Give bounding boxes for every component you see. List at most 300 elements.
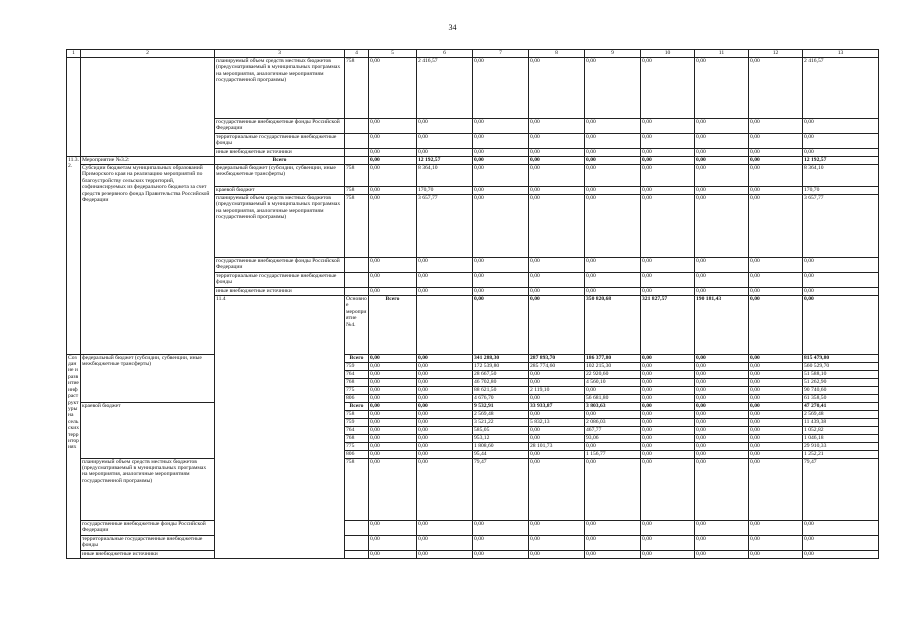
amount-cell: 0,00 xyxy=(473,258,529,273)
amount-cell: 0,00 xyxy=(369,187,417,195)
amount-cell: 0,00 xyxy=(749,410,803,418)
amount-cell: 0,00 xyxy=(473,520,529,535)
amount-cell: 0,00 xyxy=(695,362,749,370)
amount-cell: 350 820,68 xyxy=(585,296,641,355)
amount-cell: 0,00 xyxy=(803,258,879,273)
header-cell: 7 xyxy=(473,50,529,58)
table-row xyxy=(67,458,879,520)
amount-cell: 0,00 xyxy=(369,149,417,157)
amount-cell: 9 532,91 xyxy=(473,402,529,410)
amount-cell: 953,12 xyxy=(473,434,529,442)
amount-cell: 0,00 xyxy=(803,550,879,558)
amount-cell: 0,00 xyxy=(641,450,695,458)
amount-cell: 0,00 xyxy=(695,288,749,296)
amount-cell: 90 740,60 xyxy=(803,386,879,394)
amount-cell: 0,00 xyxy=(803,288,879,296)
amount-cell: 0,00 xyxy=(529,458,585,520)
amount-cell: 0,00 xyxy=(369,418,417,426)
amount-cell: 0,00 xyxy=(417,550,473,558)
source-cell: краевой бюджет xyxy=(81,402,215,458)
amount-cell: 170,70 xyxy=(417,187,473,195)
amount-cell: 0,00 xyxy=(473,187,529,195)
amount-cell: 0,00 xyxy=(641,520,695,535)
amount-cell: 79,47 xyxy=(473,458,529,520)
amount-cell: 0,00 xyxy=(749,550,803,558)
code-column-cell xyxy=(345,258,369,273)
amount-cell: 0,00 xyxy=(585,258,641,273)
amount-cell: 0,00 xyxy=(749,288,803,296)
amount-cell: 585,05 xyxy=(473,426,529,434)
source-cell: государственные внебюджетные фонды Российской Федерации xyxy=(215,119,345,134)
amount-cell: 0,00 xyxy=(585,410,641,418)
amount-cell: 0,00 xyxy=(695,187,749,195)
amount-cell: 56 681,80 xyxy=(585,394,641,402)
amount-cell: 0,00 xyxy=(529,296,585,355)
amount-cell: 8 364,10 xyxy=(417,165,473,187)
code-column-cell: 775 xyxy=(345,386,369,394)
amount-cell: 0,00 xyxy=(417,354,473,362)
amount-cell: 0,00 xyxy=(641,149,695,157)
amount-cell: 0,00 xyxy=(473,535,529,550)
amount-cell: 102 215,30 xyxy=(585,362,641,370)
amount-cell: 4 560,10 xyxy=(585,378,641,386)
amount-cell: 61 358,50 xyxy=(803,394,879,402)
amount-cell: 0,00 xyxy=(695,550,749,558)
amount-cell: 0,00 xyxy=(641,426,695,434)
amount-cell: 0,00 xyxy=(695,394,749,402)
amount-cell: 0,00 xyxy=(641,187,695,195)
amount-cell: 12 192,57 xyxy=(803,157,879,165)
amount-cell: 0,00 xyxy=(585,195,641,258)
amount-cell: 0,00 xyxy=(695,370,749,378)
amount-cell: 172 539,80 xyxy=(473,362,529,370)
amount-cell: 467,77 xyxy=(585,426,641,434)
amount-cell: 0,00 xyxy=(529,434,585,442)
code-column-cell xyxy=(345,520,369,535)
source-cell: иные внебюджетные источники xyxy=(81,550,215,558)
amount-cell: 0,00 xyxy=(641,402,695,410)
amount-cell: 0,00 xyxy=(529,426,585,434)
amount-cell: 79,47 xyxy=(803,458,879,520)
amount-cell: 93,06 xyxy=(585,434,641,442)
source-cell: планируемый объем средств местных бюджетов (предусматриваемый в муниципальных программах на мероприятия, аналогичные мероприятиям государственной программы) xyxy=(215,58,345,119)
amount-cell: 0,00 xyxy=(803,149,879,157)
amount-cell: 0,00 xyxy=(529,195,585,258)
amount-cell: 0,00 xyxy=(695,402,749,410)
amount-cell: 560 529,70 xyxy=(803,362,879,370)
code-column-cell xyxy=(345,535,369,550)
amount-cell: 2 119,10 xyxy=(529,386,585,394)
code-column-cell: 806 xyxy=(345,450,369,458)
amount-cell: 0,00 xyxy=(529,119,585,134)
amount-cell: 3 521,22 xyxy=(473,418,529,426)
amount-cell: 0,00 xyxy=(529,450,585,458)
amount-cell: 95,44 xyxy=(473,450,529,458)
amount-cell: 0,00 xyxy=(529,258,585,273)
amount-cell: 0,00 xyxy=(641,258,695,273)
code-column-cell: 768 xyxy=(345,434,369,442)
amount-cell: 0,00 xyxy=(749,426,803,434)
code-column-cell xyxy=(345,134,369,149)
amount-cell: 0,00 xyxy=(803,273,879,288)
amount-cell: 0,00 xyxy=(369,195,417,258)
code-column-cell: 758 xyxy=(345,165,369,187)
amount-cell: 0,00 xyxy=(695,442,749,450)
amount-cell: 0,00 xyxy=(749,58,803,119)
amount-cell: 0,00 xyxy=(641,157,695,165)
code-column-cell: 758 xyxy=(345,58,369,119)
amount-cell: 321 827,57 xyxy=(641,296,695,355)
amount-cell: 0,00 xyxy=(749,195,803,258)
header-cell: 11 xyxy=(695,50,749,58)
amount-cell: 0,00 xyxy=(417,402,473,410)
code-column-cell xyxy=(345,149,369,157)
code-column-cell: Всего xyxy=(345,354,369,362)
amount-cell: 0,00 xyxy=(749,258,803,273)
amount-cell: 0,00 xyxy=(529,58,585,119)
amount-cell: 0,00 xyxy=(529,520,585,535)
amount-cell: 0,00 xyxy=(417,520,473,535)
description-cell xyxy=(81,58,215,157)
amount-cell: 1 052,82 xyxy=(803,426,879,434)
amount-cell: 0,00 xyxy=(417,418,473,426)
amount-cell: 1 046,18 xyxy=(803,434,879,442)
amount-cell: 0,00 xyxy=(529,370,585,378)
amount-cell: 0,00 xyxy=(749,119,803,134)
amount-cell: 0,00 xyxy=(695,195,749,258)
amount-cell: 0,00 xyxy=(641,418,695,426)
amount-cell: 0,00 xyxy=(749,394,803,402)
amount-cell: 3 803,63 xyxy=(585,402,641,410)
amount-cell: 0,00 xyxy=(473,149,529,157)
amount-cell: 170,70 xyxy=(803,187,879,195)
table-row xyxy=(67,402,879,410)
amount-cell: 0,00 xyxy=(473,273,529,288)
source-cell: иные внебюджетные источники xyxy=(215,288,345,296)
amount-cell: 0,00 xyxy=(585,119,641,134)
amount-cell: 0,00 xyxy=(749,434,803,442)
amount-cell: 0,00 xyxy=(369,520,417,535)
code-column-cell: 768 xyxy=(345,378,369,386)
amount-cell: 0,00 xyxy=(369,410,417,418)
amount-cell: 0,00 xyxy=(695,450,749,458)
code-column-cell xyxy=(345,288,369,296)
header-cell: 1 xyxy=(67,50,81,58)
amount-cell: 5 832,13 xyxy=(529,418,585,426)
source-cell: федеральный бюджет (субсидии, субвенции, иные межбюджетные трансферты) xyxy=(81,354,215,402)
code-column-cell: 758 xyxy=(345,458,369,520)
code-column-cell xyxy=(345,550,369,558)
amount-cell: 28 667,50 xyxy=(473,370,529,378)
amount-cell: 0,00 xyxy=(417,442,473,450)
title-cell: Основное мероприятие №4. xyxy=(345,296,369,355)
header-cell: 13 xyxy=(803,50,879,58)
description-cell: Субсидии бюджетам муниципальных образований Приморского края на реализацию мероприятий по благоустройству сельских территорий, софинансируемых из федерального бюджета за счет средств резервного фонда Правительства Российской Федерации xyxy=(81,165,215,355)
amount-cell: 0,00 xyxy=(641,458,695,520)
amount-cell: 0,00 xyxy=(473,550,529,558)
amount-cell: 46 702,80 xyxy=(473,378,529,386)
amount-cell: 0,00 xyxy=(749,402,803,410)
amount-cell: 0,00 xyxy=(369,58,417,119)
amount-cell: 0,00 xyxy=(641,535,695,550)
budget-table xyxy=(66,49,879,559)
amount-cell: 0,00 xyxy=(695,535,749,550)
amount-cell: 0,00 xyxy=(695,458,749,520)
amount-cell: 0,00 xyxy=(749,354,803,362)
amount-cell: 0,00 xyxy=(417,149,473,157)
code-column-cell: 758 xyxy=(345,187,369,195)
amount-cell: 0,00 xyxy=(585,187,641,195)
amount-cell: 0,00 xyxy=(585,442,641,450)
header-cell: 3 xyxy=(215,50,345,58)
header-cell: 5 xyxy=(369,50,417,58)
table-body xyxy=(67,50,879,559)
amount-cell: 0,00 xyxy=(529,157,585,165)
amount-cell: 28 101,73 xyxy=(529,442,585,450)
source-cell: Всего xyxy=(215,157,345,165)
header-cell: 2 xyxy=(81,50,215,58)
amount-cell: 0,00 xyxy=(749,157,803,165)
amount-cell: 0,00 xyxy=(695,149,749,157)
amount-cell: 0,00 xyxy=(585,134,641,149)
amount-cell: 0,00 xyxy=(417,434,473,442)
amount-cell: 0,00 xyxy=(417,258,473,273)
amount-cell: 3 657,77 xyxy=(803,195,879,258)
amount-cell: 0,00 xyxy=(803,119,879,134)
header-cell: 8 xyxy=(529,50,585,58)
amount-cell: 1 808,60 xyxy=(473,442,529,450)
amount-cell: 0,00 xyxy=(803,535,879,550)
amount-cell: 0,00 xyxy=(585,273,641,288)
page-number: 34 xyxy=(448,23,457,32)
amount-cell: 190 181,43 xyxy=(695,296,749,355)
amount-cell: 47 270,41 xyxy=(803,402,879,410)
table-row xyxy=(67,520,879,535)
code-cell xyxy=(67,58,81,157)
amount-cell: 0,00 xyxy=(369,258,417,273)
amount-cell: 0,00 xyxy=(369,134,417,149)
amount-cell: 0,00 xyxy=(749,149,803,157)
source-cell: планируемый объем средств местных бюджетов (предусматриваемый в муниципальных программах на мероприятия, аналогичные мероприятиям государственной программы) xyxy=(81,458,215,520)
amount-cell: 0,00 xyxy=(585,157,641,165)
amount-cell: 0,00 xyxy=(641,134,695,149)
header-cell: 10 xyxy=(641,50,695,58)
amount-cell: 51 588,10 xyxy=(803,370,879,378)
amount-cell: 0,00 xyxy=(803,520,879,535)
amount-cell: 0,00 xyxy=(529,394,585,402)
amount-cell: 0,00 xyxy=(803,134,879,149)
amount-cell: 0,00 xyxy=(749,165,803,187)
amount-cell: 1 252,21 xyxy=(803,450,879,458)
amount-cell: 0,00 xyxy=(641,434,695,442)
amount-cell: 0,00 xyxy=(749,442,803,450)
amount-cell: 0,00 xyxy=(529,535,585,550)
code-column-cell: 758 xyxy=(345,410,369,418)
amount-cell: 0,00 xyxy=(369,157,417,165)
amount-cell: 0,00 xyxy=(585,535,641,550)
amount-cell: 0,00 xyxy=(641,362,695,370)
source-cell: иные внебюджетные источники xyxy=(215,149,345,157)
code-cell: 11.4 xyxy=(215,296,345,559)
amount-cell: 0,00 xyxy=(641,288,695,296)
amount-cell: 0,00 xyxy=(641,442,695,450)
amount-cell: 0,00 xyxy=(369,535,417,550)
amount-cell: 0,00 xyxy=(695,354,749,362)
amount-cell: 0,00 xyxy=(369,450,417,458)
amount-cell: 0,00 xyxy=(641,370,695,378)
amount-cell: 0,00 xyxy=(695,426,749,434)
amount-cell: 0,00 xyxy=(529,187,585,195)
code-column-cell: 775 xyxy=(345,442,369,450)
amount-cell: 2 416,57 xyxy=(417,58,473,119)
amount-cell: 0,00 xyxy=(369,362,417,370)
amount-cell: 0,00 xyxy=(473,288,529,296)
amount-cell: 0,00 xyxy=(695,418,749,426)
source-cell: Всего xyxy=(369,296,417,355)
amount-cell: 0,00 xyxy=(473,296,529,355)
table-row xyxy=(67,58,879,119)
amount-cell: 0,00 xyxy=(695,258,749,273)
amount-cell: 33 933,87 xyxy=(529,402,585,410)
amount-cell: 0,00 xyxy=(369,434,417,442)
amount-cell: 0,00 xyxy=(369,165,417,187)
title-cell: Мероприятие №3.2: xyxy=(81,157,215,165)
amount-cell: 0,00 xyxy=(529,410,585,418)
amount-cell: 0,00 xyxy=(417,273,473,288)
amount-cell: 0,00 xyxy=(695,58,749,119)
amount-cell: 287 893,70 xyxy=(529,354,585,362)
amount-cell: 0,00 xyxy=(369,119,417,134)
amount-cell: 0,00 xyxy=(803,296,879,355)
code-column-cell: 759 xyxy=(345,418,369,426)
code-column-cell: 806 xyxy=(345,394,369,402)
amount-cell: 0,00 xyxy=(749,535,803,550)
amount-cell: 0,00 xyxy=(641,165,695,187)
amount-cell: 0,00 xyxy=(585,520,641,535)
table-row xyxy=(67,550,879,558)
amount-cell: 0,00 xyxy=(529,165,585,187)
amount-cell: 0,00 xyxy=(417,450,473,458)
source-cell: государственные внебюджетные фонды Российской Федерации xyxy=(81,520,215,535)
header-cell: 12 xyxy=(749,50,803,58)
amount-cell: 2 416,57 xyxy=(803,58,879,119)
amount-cell: 0,00 xyxy=(695,410,749,418)
amount-cell: 0,00 xyxy=(417,458,473,520)
source-cell: территориальные государственные внебюджетные фонды xyxy=(81,535,215,550)
amount-cell: 0,00 xyxy=(695,273,749,288)
amount-cell: 0,00 xyxy=(417,362,473,370)
amount-cell: 0,00 xyxy=(749,296,803,355)
amount-cell: 0,00 xyxy=(369,386,417,394)
amount-cell: 0,00 xyxy=(529,378,585,386)
code-column-cell xyxy=(417,296,473,355)
amount-cell: 0,00 xyxy=(641,119,695,134)
amount-cell: 0,00 xyxy=(641,58,695,119)
amount-cell: 341 288,30 xyxy=(473,354,529,362)
table-row xyxy=(67,165,879,187)
amount-cell: 0,00 xyxy=(585,458,641,520)
source-cell: государственные внебюджетные фонды Российской Федерации xyxy=(215,258,345,273)
amount-cell: 0,00 xyxy=(695,378,749,386)
amount-cell: 0,00 xyxy=(369,442,417,450)
source-cell: планируемый объем средств местных бюджетов (предусматриваемый в муниципальных программах на мероприятия, аналогичные мероприятиям государственной программы) xyxy=(215,195,345,258)
description-cell: Создание и развитие инфраструктуры на сельских территориях xyxy=(67,354,81,558)
amount-cell: 29 910,33 xyxy=(803,442,879,450)
header-cell: 6 xyxy=(417,50,473,58)
amount-cell: 0,00 xyxy=(529,134,585,149)
amount-cell: 1 156,77 xyxy=(585,450,641,458)
code-column-cell xyxy=(345,157,369,165)
source-cell: краевой бюджет xyxy=(215,187,345,195)
amount-cell: 0,00 xyxy=(585,165,641,187)
amount-cell: 0,00 xyxy=(695,119,749,134)
amount-cell: 0,00 xyxy=(641,550,695,558)
code-cell: 11.3.2. xyxy=(67,157,81,355)
code-column-cell: 764 xyxy=(345,370,369,378)
amount-cell: 0,00 xyxy=(585,58,641,119)
amount-cell: 0,00 xyxy=(695,434,749,442)
amount-cell: 0,00 xyxy=(369,426,417,434)
amount-cell: 815 479,80 xyxy=(803,354,879,362)
amount-cell: 51 262,90 xyxy=(803,378,879,386)
amount-cell: 0,00 xyxy=(473,134,529,149)
amount-cell: 0,00 xyxy=(749,458,803,520)
amount-cell: 0,00 xyxy=(417,394,473,402)
amount-cell: 0,00 xyxy=(695,520,749,535)
table-row xyxy=(67,535,879,550)
amount-cell: 0,00 xyxy=(417,370,473,378)
amount-cell: 0,00 xyxy=(529,273,585,288)
amount-cell: 0,00 xyxy=(749,386,803,394)
amount-cell: 0,00 xyxy=(417,378,473,386)
amount-cell: 0,00 xyxy=(369,378,417,386)
amount-cell: 0,00 xyxy=(417,288,473,296)
amount-cell: 0,00 xyxy=(641,354,695,362)
amount-cell: 0,00 xyxy=(369,550,417,558)
amount-cell: 0,00 xyxy=(641,410,695,418)
amount-cell: 0,00 xyxy=(749,418,803,426)
amount-cell: 0,00 xyxy=(369,402,417,410)
table-row xyxy=(67,354,879,362)
amount-cell: 2 086,03 xyxy=(585,418,641,426)
amount-cell: 0,00 xyxy=(473,195,529,258)
amount-cell: 0,00 xyxy=(473,119,529,134)
amount-cell: 0,00 xyxy=(585,550,641,558)
amount-cell: 0,00 xyxy=(641,394,695,402)
amount-cell: 0,00 xyxy=(749,520,803,535)
amount-cell: 0,00 xyxy=(585,288,641,296)
amount-cell: 0,00 xyxy=(417,134,473,149)
code-column-cell: 758 xyxy=(345,195,369,258)
amount-cell: 0,00 xyxy=(695,157,749,165)
amount-cell: 0,00 xyxy=(641,378,695,386)
amount-cell: 0,00 xyxy=(417,119,473,134)
amount-cell: 0,00 xyxy=(529,550,585,558)
amount-cell: 0,00 xyxy=(695,165,749,187)
code-column-cell: 764 xyxy=(345,426,369,434)
code-column-cell xyxy=(345,119,369,134)
amount-cell: 0,00 xyxy=(749,134,803,149)
source-cell: территориальные государственные внебюджетные фонды xyxy=(215,273,345,288)
amount-cell: 0,00 xyxy=(749,378,803,386)
amount-cell: 22 920,60 xyxy=(585,370,641,378)
amount-cell: 0,00 xyxy=(749,450,803,458)
source-cell: федеральный бюджет (субсидии, субвенции, иные межбюджетные трансферты) xyxy=(215,165,345,187)
amount-cell: 12 192,57 xyxy=(417,157,473,165)
header-cell: 4 xyxy=(345,50,369,58)
amount-cell: 2 569,48 xyxy=(803,410,879,418)
amount-cell: 0,00 xyxy=(369,394,417,402)
